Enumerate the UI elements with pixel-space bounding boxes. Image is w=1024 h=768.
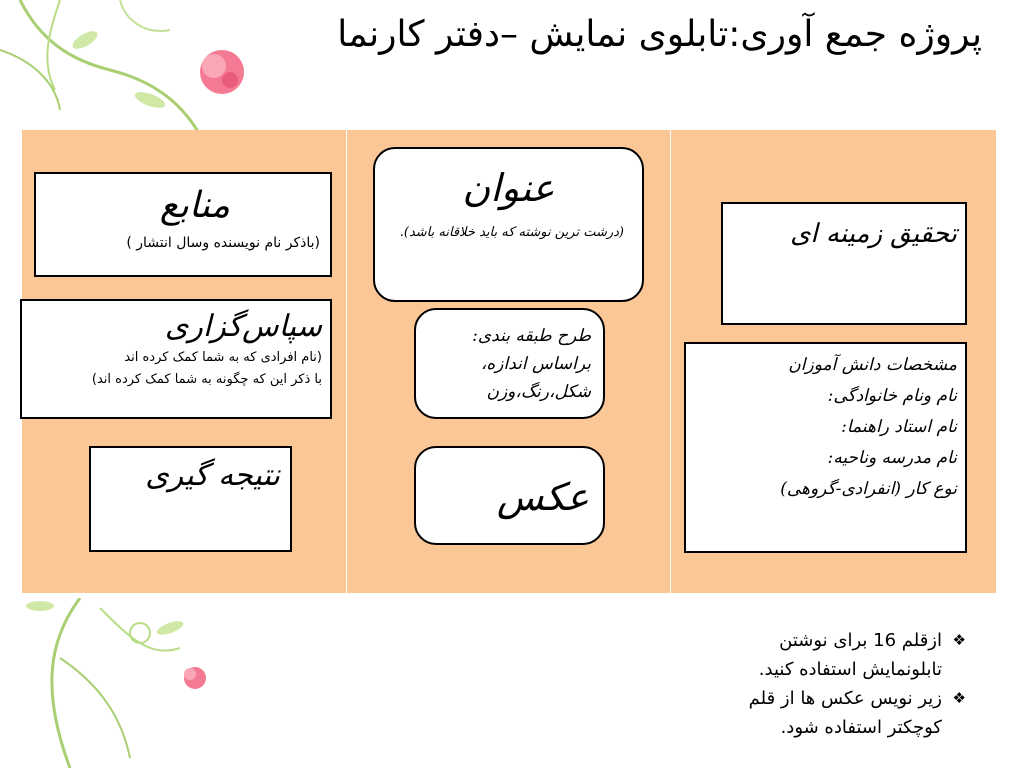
title-box bbox=[373, 147, 644, 302]
thanks-line1: (نام افرادی که به شما کمک کرده اند bbox=[124, 350, 322, 365]
specs-line3: نام استاد راهنما: bbox=[841, 417, 957, 437]
title-box-heading: عنوان bbox=[462, 166, 555, 210]
classification-line1: طرح طبقه بندی: bbox=[472, 326, 591, 346]
sources-heading: منابع bbox=[159, 185, 230, 226]
background-research-heading: تحقیق زمینه ای bbox=[790, 219, 957, 249]
note-text: ازقلم 16 برای نوشتن تابلونمایش استفاده کنید. bbox=[758, 630, 942, 680]
note-text: زیر نویس عکس ها از قلم کوچکتر استفاده شود. bbox=[748, 688, 942, 738]
specs-line4: نام مدرسه وناحیه: bbox=[827, 448, 957, 468]
note-item bbox=[694, 626, 964, 684]
thanks-heading: سپاس‌گزاری bbox=[164, 309, 322, 344]
note-item bbox=[694, 684, 964, 742]
page-title: پروژه جمع آوری:تابلوی نمایش –دفتر کارنما bbox=[337, 14, 982, 55]
specs-line5: نوع کار (انفرادی-گروهی) bbox=[780, 479, 957, 499]
conclusion-heading: نتیجه گیری bbox=[145, 458, 280, 493]
title-box-sub: (درشت ترین نوشته که باید خلاقانه باشد). bbox=[399, 225, 624, 240]
diamond-bullet-icon: ❖ bbox=[952, 631, 966, 649]
diamond-bullet-icon: ❖ bbox=[952, 689, 966, 707]
sources-box bbox=[34, 172, 332, 277]
floral-decoration-top bbox=[0, 0, 270, 135]
photo-heading: عکس bbox=[496, 475, 589, 519]
floral-decoration-bottom bbox=[20, 598, 240, 768]
specs-line2: نام ونام خانوادگی: bbox=[827, 386, 957, 406]
classification-line2: براساس اندازه، bbox=[480, 354, 591, 374]
thanks-line2: با ذکر این که چگونه به شما کمک کرده اند) bbox=[91, 372, 322, 387]
classification-box bbox=[414, 308, 605, 419]
sources-sub: (باذکر نام نویسنده وسال انتشار ) bbox=[126, 235, 320, 251]
notes-list bbox=[694, 626, 964, 742]
background-research-box bbox=[721, 202, 967, 325]
classification-line3: شکل،رنگ،وزن bbox=[486, 382, 591, 402]
photo-box bbox=[414, 446, 605, 545]
thanks-box bbox=[20, 299, 332, 419]
specs-line1: مشخصات دانش آموزان bbox=[788, 355, 957, 375]
conclusion-box bbox=[89, 446, 292, 552]
student-specs-box bbox=[684, 342, 967, 553]
